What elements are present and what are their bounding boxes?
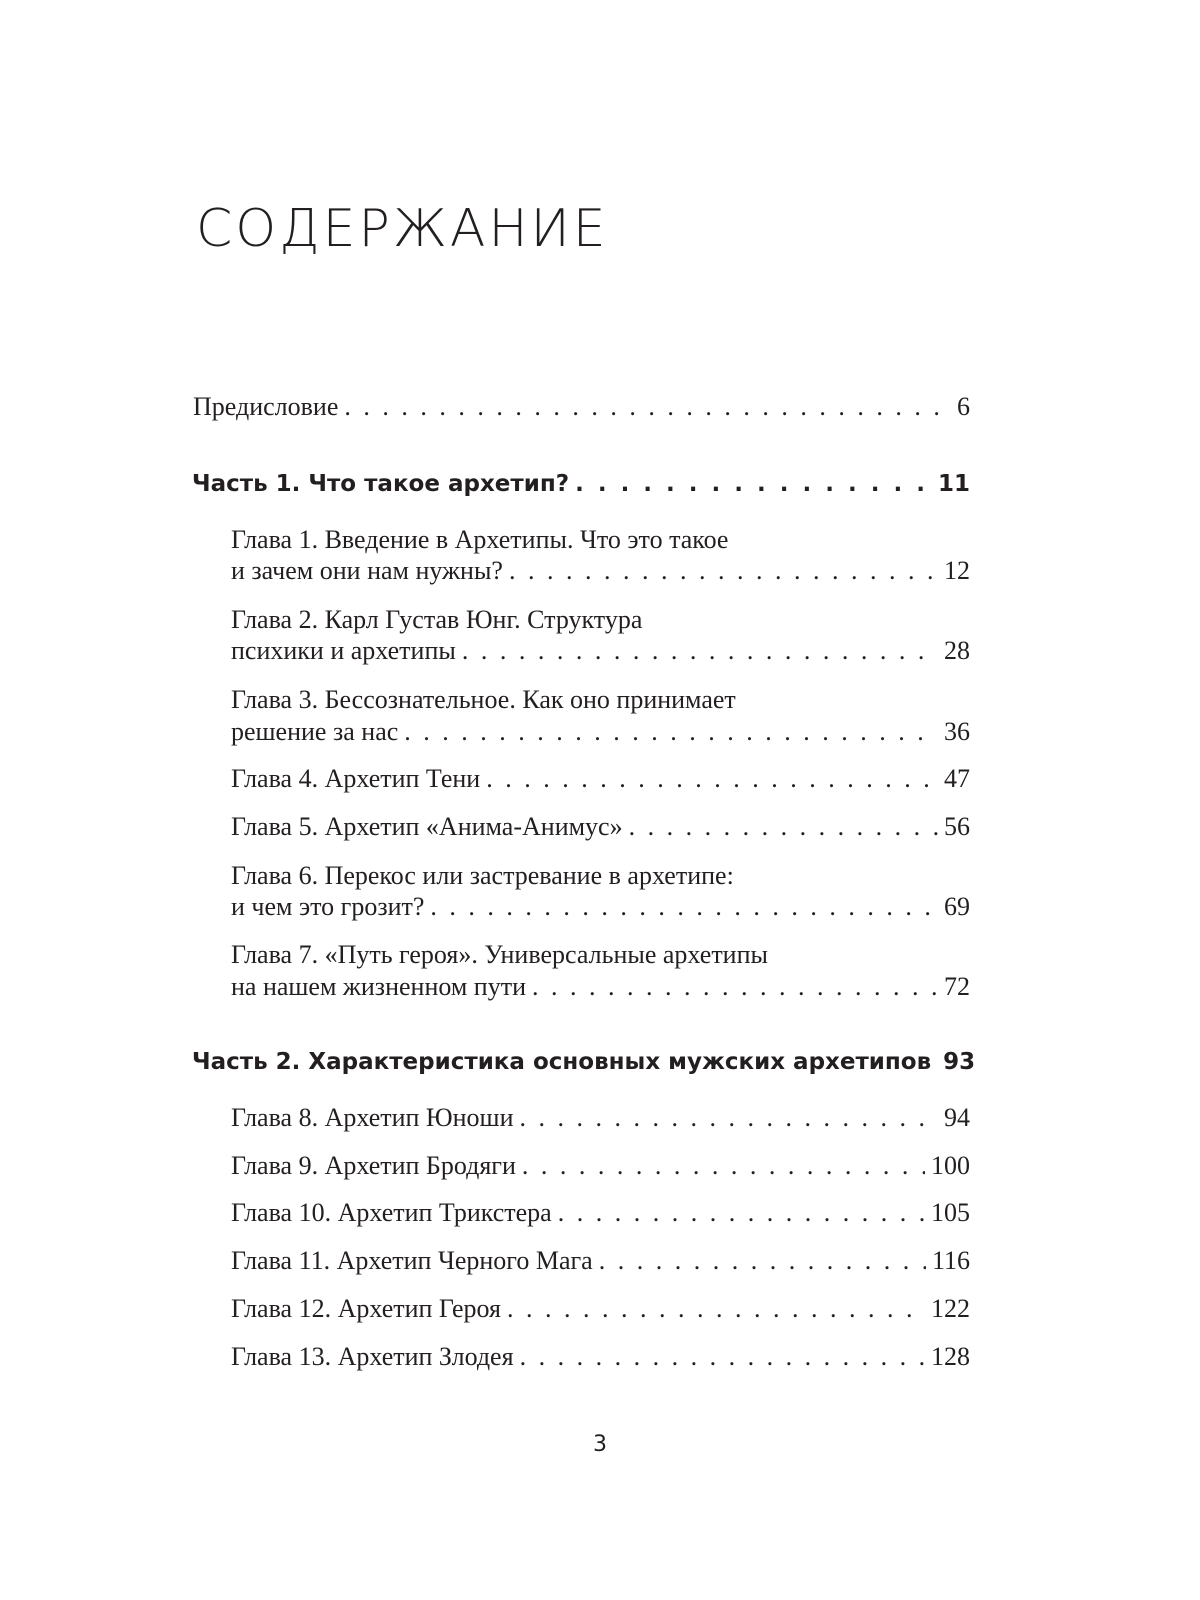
toc-entry-page: 116 (931, 1246, 970, 1275)
toc-chapter-3-line1[interactable]: Глава 3. Бессознательное. Как оно принимает (231, 685, 736, 714)
toc-entry-label: психики и архетипы (231, 636, 456, 665)
toc-entry-page: 12 (944, 556, 970, 585)
toc-chapter-7[interactable] (231, 972, 970, 1002)
toc-entry-label: Глава 8. Архетип Юноши (231, 1103, 514, 1132)
toc-entry-label: Глава 11. Архетип Черного Мага (231, 1246, 593, 1275)
toc-entry-page: 47 (944, 764, 970, 793)
toc-entry-page: 72 (944, 972, 970, 1001)
dot-leader (575, 471, 932, 497)
toc-entry-page: 28 (944, 636, 970, 665)
toc-entry-page: 94 (944, 1103, 970, 1132)
toc-part-2[interactable] (192, 1049, 976, 1075)
dot-leader (599, 1246, 926, 1276)
toc-entry-label: решение за нас (231, 717, 399, 746)
dot-leader (520, 1103, 939, 1133)
toc-entry-page: 100 (931, 1151, 970, 1180)
toc-chapter-12[interactable] (231, 1294, 970, 1324)
toc-entry-page: 105 (931, 1198, 970, 1227)
toc-entry-label: Предисловие (193, 392, 339, 421)
toc-chapter-5[interactable] (231, 812, 970, 842)
toc-entry-label: Глава 13. Архетип Злодея (231, 1342, 514, 1371)
toc-part-1[interactable] (192, 471, 970, 497)
page-title: СОДЕРЖАНИЕ (196, 199, 609, 259)
dot-leader (629, 812, 938, 842)
toc-chapter-1[interactable] (231, 556, 970, 586)
dot-leader (344, 392, 951, 422)
toc-entry-page: 69 (944, 892, 970, 921)
toc-part-page: 11 (937, 471, 970, 497)
toc-entry-page: 56 (944, 812, 970, 841)
toc-entry-page: 6 (957, 392, 970, 421)
toc-entry-label: Глава 10. Архетип Трикстера (231, 1198, 552, 1227)
toc-chapter-2-line1[interactable]: Глава 2. Карл Густав Юнг. Структура (231, 605, 643, 634)
dot-leader (507, 1294, 925, 1324)
toc-chapter-6[interactable] (231, 892, 970, 922)
toc-chapter-11[interactable] (231, 1246, 970, 1276)
toc-chapter-13[interactable] (231, 1342, 970, 1372)
dot-leader (462, 636, 938, 666)
dot-leader (522, 1151, 925, 1181)
toc-entry-label: на нашем жизненном пути (231, 972, 527, 1001)
toc-entry-label: Глава 12. Архетип Героя (231, 1294, 501, 1323)
toc-entry-page: 36 (944, 717, 970, 746)
page-number: 3 (593, 1432, 607, 1457)
toc-entry-label: Глава 9. Архетип Бродяги (231, 1151, 516, 1180)
dot-leader (532, 972, 938, 1002)
toc-chapter-7-line1[interactable]: Глава 7. «Путь героя». Универсальные архетипы (231, 940, 768, 969)
dot-leader (430, 892, 938, 922)
toc-part-label: Часть 2. Характеристика основных мужских архетипов (192, 1049, 932, 1075)
toc-entry-page: 122 (931, 1294, 970, 1323)
toc-entry-label: и зачем они нам нужны? (231, 556, 503, 585)
toc-chapter-4[interactable] (231, 764, 970, 794)
toc-chapter-9[interactable] (231, 1151, 970, 1181)
toc-chapter-6-line1[interactable]: Глава 6. Перекос или застревание в архетипе: (231, 861, 734, 890)
toc-entry-label: Глава 5. Архетип «Анима-Анимус» (231, 812, 623, 841)
dot-leader (509, 556, 938, 586)
toc-entry-label: Глава 4. Архетип Тени (231, 764, 481, 793)
toc-chapter-2[interactable] (231, 636, 970, 666)
dot-leader (404, 717, 938, 747)
toc-part-page: 93 (943, 1049, 976, 1075)
dot-leader (520, 1342, 925, 1372)
dot-leader (558, 1198, 925, 1228)
toc-entry-page: 128 (931, 1342, 970, 1371)
toc-entry-preface[interactable] (193, 392, 970, 422)
toc-chapter-8[interactable] (231, 1103, 970, 1133)
toc-chapter-3[interactable] (231, 717, 970, 747)
toc-entry-label: и чем это грозит? (231, 892, 425, 921)
dot-leader (486, 764, 938, 794)
toc-chapter-10[interactable] (231, 1198, 970, 1228)
toc-chapter-1-line1[interactable]: Глава 1. Введение в Архетипы. Что это такое (231, 525, 729, 554)
toc-part-label: Часть 1. Что такое архетип? (192, 471, 570, 497)
